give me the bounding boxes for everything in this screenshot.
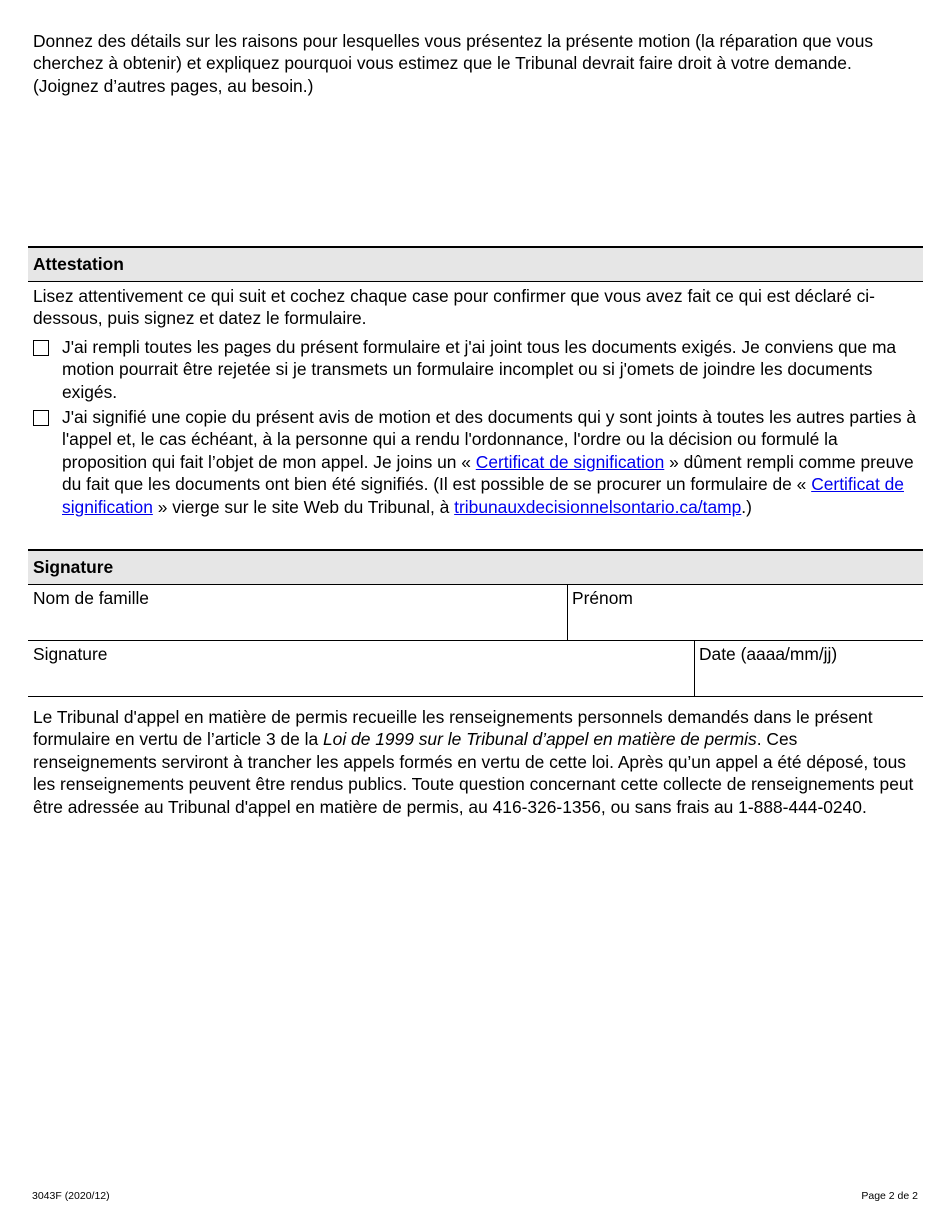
details-instructions: Donnez des détails sur les raisons pour lesquelles vous présentez la présente motion (la réparation que vous cherchez à obtenir) et expliquez pourquoi vous estimez que le Tribunal devrait faire droit à votre demande. (Joignez d’autres pages, au besoin.) — [33, 31, 874, 96]
item-2-text-part-2: » dûment rempli comme preuve du fait que les documents ont bien été signifiés. (Il est possible de se procurer un formulaire de « — [62, 451, 914, 495]
signature-header-rule — [28, 584, 923, 585]
privacy-text-part-2: . Ces renseignements serviront à trancher les appels formés en vertu de cette loi. Après qu’un appel a été déposé, tous les renseignements peuvent être rendus publics. Toute question concernant cette collecte de renseignements peut être adressée au Tribunal d'appel en matière de permis, au 416-326-1356, ou sans frais au 1-888-444-0240. — [33, 729, 914, 817]
signature-divider — [694, 641, 695, 696]
certificate-link-2[interactable]: Certificat de signification — [62, 474, 904, 517]
name-row-rule — [28, 640, 923, 641]
signature-header: Signature — [28, 551, 923, 584]
item-2-text-part-4: .) — [741, 496, 752, 517]
first-name-label: Prénom — [572, 588, 633, 608]
name-divider — [567, 585, 568, 640]
attestation-item-2-text — [62, 406, 920, 518]
attestation-checkbox-1[interactable] — [33, 340, 49, 356]
attestation-header: Attestation — [28, 248, 923, 281]
page-number: Page 2 de 2 — [861, 1190, 918, 1202]
certificate-link-1[interactable]: Certificat de signification — [475, 451, 665, 472]
privacy-law-title: Loi de 1999 sur le Tribunal d’appel en matière de permis — [323, 729, 757, 750]
last-name-label: Nom de famille — [33, 588, 149, 608]
tribunal-website-link[interactable]: tribunauxdecisionnelsontario.ca/tamp — [454, 496, 742, 517]
item-2-text-part-3: » vierge sur le site Web du Tribunal, à — [152, 496, 455, 517]
signature-label: Signature — [33, 644, 108, 664]
attestation-header-rule — [28, 281, 923, 282]
attestation-intro: Lisez attentivement ce qui suit et cochez chaque case pour confirmer que vous avez fait ce qui est déclaré ci-dessous, puis signez et datez le formulaire. — [33, 286, 875, 329]
signature-row-rule — [28, 696, 923, 697]
privacy-text-part-1: Le Tribunal d'appel en matière de permis recueille les renseignements personnels demandés dans le présent formulaire en vertu de l’article 3 de la — [33, 707, 873, 750]
date-label: Date (aaaa/mm/jj) — [699, 644, 838, 664]
item-2-text-part-1: J'ai signifié une copie du présent avis de motion et des documents qui y sont joints à toutes les autres parties à l'appel et, le cas échéant, à la personne qui a rendu l'ordonnance, l'ordre ou la décision ou formulé la proposition qui fait l’objet de mon appel. Je joins un « — [62, 407, 917, 472]
attestation-item-1-text: J'ai rempli toutes les pages du présent formulaire et j'ai joint tous les documents exigés. Je conviens que ma motion pourrait être rejetée si je transmets un formulaire incomplet ou si j'omets de joindre les documents exigés. — [62, 337, 897, 402]
privacy-notice — [33, 706, 918, 818]
form-code: 3043F (2020/12) — [32, 1190, 110, 1202]
attestation-checkbox-2[interactable] — [33, 410, 49, 426]
